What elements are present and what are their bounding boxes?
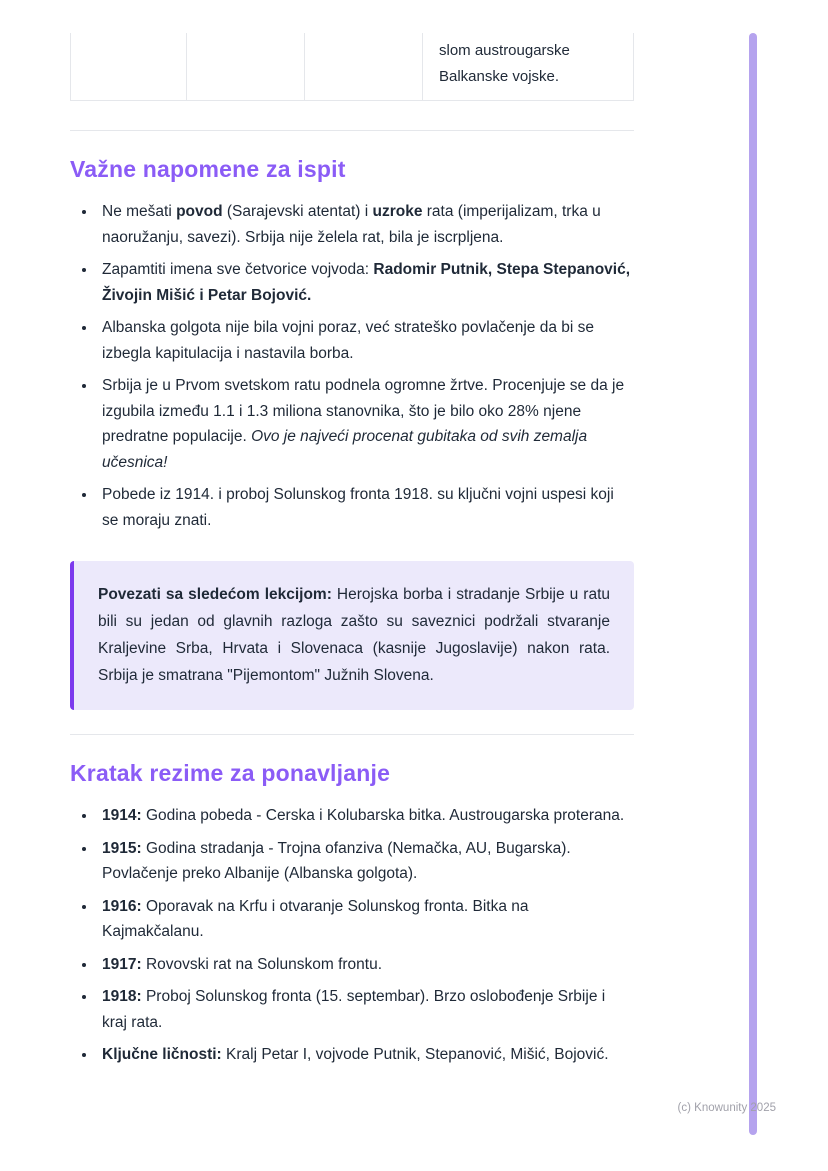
table-fragment (70, 33, 634, 101)
list-item: • 1916: Oporavak na Krfu i otvaranje Solunskog fronta. Bitka na Kajmakčalanu. (97, 894, 634, 945)
list-item: • Srbija je u Prvom svetskom ratu podnela ogromne žrtve. Procenjuje se da je izgubila između 1.1 i 1.3 miliona stanovnika, što je bilo oko 28% njene predratne populacije. Ovo je najveći procenat gubitaka od svih zemalja učesnica! (97, 373, 634, 475)
list-item: • Albanska golgota nije bila vojni poraz, već strateško povlačenje da bi se izbegla kapitulacija i nastavila borba. (97, 315, 634, 366)
table-cell-empty-3 (304, 33, 422, 100)
callout-text: Povezati sa sledećom lekcijom: Herojska borba i stradanje Srbije u ratu bili su jedan od glavnih razloga zašto su saveznici podržali stvaranje Kraljevine Srba, Hrvata i Slovenaca (kasnije Jugoslavije) nakon rata. Srbija je smatrana "Pijemontom" Južnih Slovena. (98, 586, 610, 684)
list-item: • 1918: Proboj Solunskog fronta (15. septembar). Brzo oslobođenje Srbije i kraj rata. (97, 984, 634, 1035)
section-title-important-notes: Važne napomene za ispit (70, 156, 346, 182)
list-item: • Pobede iz 1914. i proboj Solunskog fronta 1918. su ključni vojni uspesi koji se moraju znati. (97, 482, 634, 533)
table-cell-empty-1 (70, 33, 186, 100)
list-item: • Ključne ličnosti: Kralj Petar I, vojvode Putnik, Stepanović, Mišić, Bojović. (97, 1042, 634, 1068)
section-title-summary: Kratak rezime za ponavljanje (70, 760, 391, 786)
list-item: • 1915: Godina stradanja - Trojna ofanziva (Nemačka, AU, Bugarska). Povlačenje preko Albanije (Albanska golgota). (97, 836, 634, 887)
summary-list (70, 803, 634, 1068)
section-divider (70, 130, 634, 131)
scrollbar-thumb[interactable] (749, 33, 757, 1135)
section-divider (70, 734, 634, 735)
table-cell-text: slom austrougarske Balkanske vojske. (422, 33, 634, 100)
page-content (70, 0, 634, 1075)
callout-note (70, 561, 634, 710)
important-notes-list (70, 199, 634, 533)
list-item: • Ne mešati povod (Sarajevski atentat) i uzroke rata (imperijalizam, trka u naoružanju, savezi). Srbija nije želela rat, bila je iscrpljena. (97, 199, 634, 250)
table-cell-empty-2 (186, 33, 304, 100)
list-item: • 1917: Rovovski rat na Solunskom frontu. (97, 952, 634, 978)
list-item: • 1914: Godina pobeda - Cerska i Kolubarska bitka. Austrougarska proterana. (97, 803, 634, 829)
footer-credit: (c) Knowunity 2025 (677, 1102, 776, 1114)
list-item: • Zapamtiti imena sve četvorice vojvoda: Radomir Putnik, Stepa Stepanović, Živojin Mišić i Petar Bojović. (97, 257, 634, 308)
